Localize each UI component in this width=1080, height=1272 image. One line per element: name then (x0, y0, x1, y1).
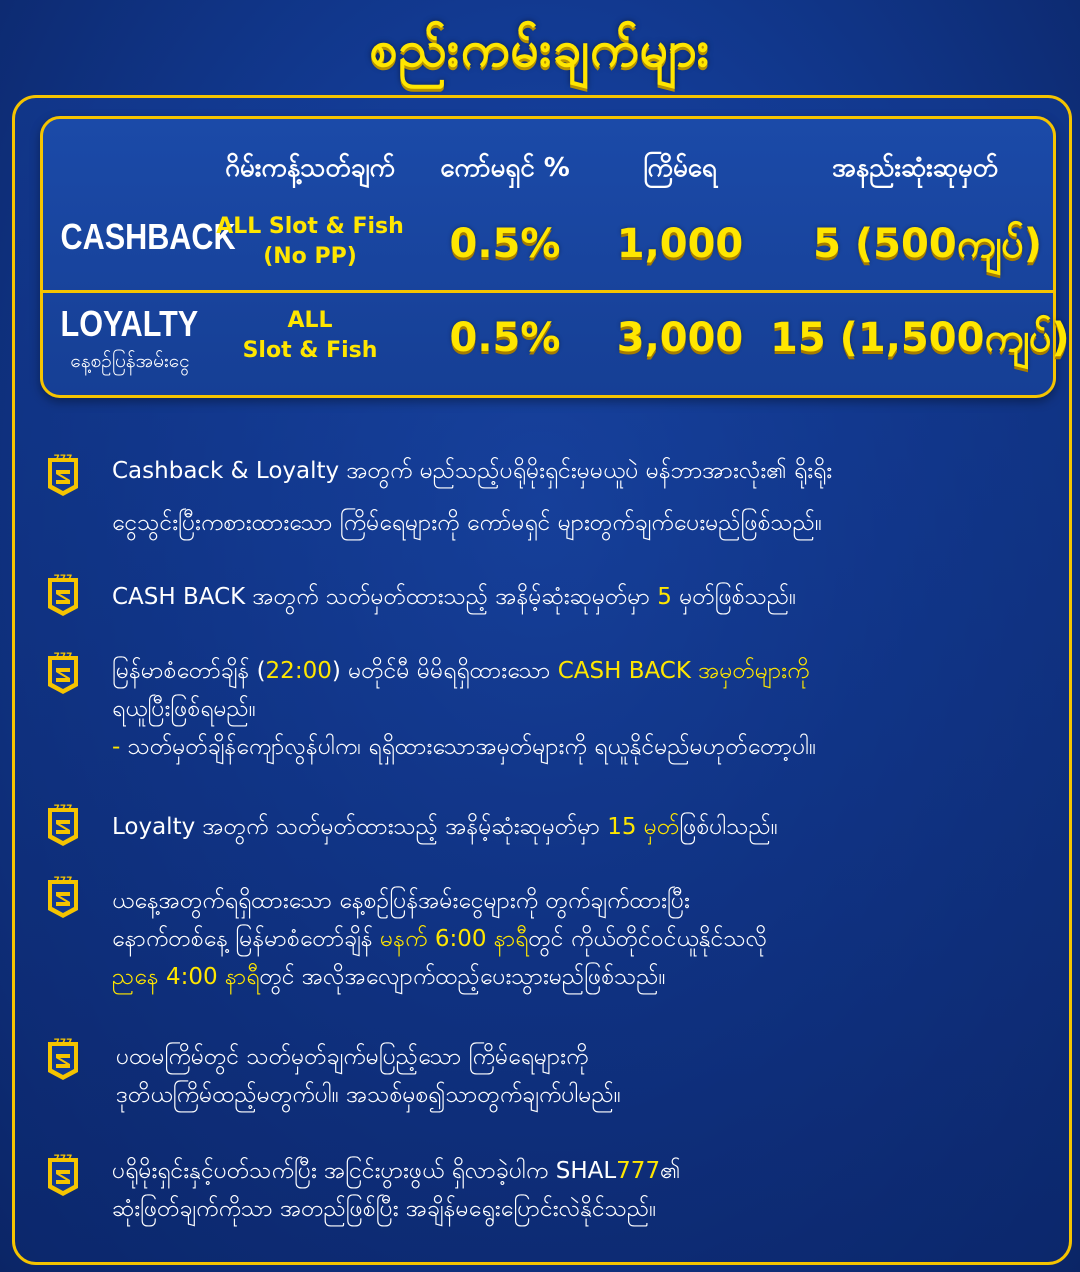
bullet-7-text-a: ပရိုမိုးရှင်းနှင့်ပတ်သက်ပြီး အငြင်းပွားဖွယ် ရှိလာခဲ့ပါက SHAL (112, 1158, 617, 1184)
bullet-2-highlight: 5 (657, 584, 672, 610)
bullet-5-evening-time: ညနေ 4:00 နာရီ (112, 964, 260, 990)
header-min-points: အနည်းဆုံးဆုမှတ် (831, 153, 999, 183)
bullet-3-text-a: မြန်မာစံတော်ချိန် ( (112, 658, 266, 684)
bullet-5-morning-time: မနက် 6:00 နာရီ (379, 926, 529, 952)
row-label-loyalty: LOYALTY (60, 303, 199, 344)
shal777-logo-icon (46, 800, 80, 848)
bullet-4-text-b: ဖြစ်ပါသည်။ (679, 814, 778, 840)
bullet-6-line2: ဒုတိယကြိမ်ထည့်မတွက်ပါ။ အသစ်မှစ၍သာတွက်ချက်ပါမည်။ (116, 1082, 621, 1108)
table-row-divider (40, 290, 1056, 293)
bullet-5-text-c: တွင် အလိုအလျောက်ထည့်ပေးသွားမည်ဖြစ်သည်။ (259, 964, 666, 990)
shal777-logo-icon (46, 450, 80, 498)
bullet-5-line3 (112, 958, 1052, 996)
row-loyalty-turnover: 3,000 (616, 315, 744, 361)
bullet-7-line1 (112, 1152, 1052, 1190)
bullet-7-text-b: ၏ (660, 1158, 681, 1184)
shal777-logo-icon (46, 1034, 80, 1082)
bullet-7-brand-number: 777 (616, 1158, 661, 1184)
bullet-7-line2: ဆုံးဖြတ်ချက်ကိုသာ အတည်ဖြစ်ပြီး အချိန်မရွေးပြောင်းလဲနိုင်သည်။ (112, 1196, 657, 1222)
bullet-3 (112, 652, 1052, 766)
bullet-3-note: သတ်မှတ်ချိန်ကျော်လွန်ပါက၊ ရရှိထားသောအမှတ်များကို ရယူနိုင်မည်မဟုတ်တော့ပါ။ (120, 734, 817, 760)
bullet-3-line2: ရယူပြီးဖြစ်ရမည်။ (112, 696, 256, 722)
bullet-5-text-a: နောက်တစ်နေ့ မြန်မာစံတော်ချိန် (112, 926, 380, 952)
bullet-6 (116, 1038, 1056, 1114)
shal777-logo-icon (46, 570, 80, 618)
bullet-7 (112, 1152, 1052, 1228)
row-loyalty-min-points: 15 (1,500ကျပ်) (770, 315, 1070, 361)
bullet-1 (112, 452, 1052, 542)
row-label-cashback: CASHBACK (60, 216, 236, 257)
page-title: စည်းကမ်းချက်များ (369, 20, 711, 78)
bullet-5-text-b: တွင် ကိုယ်တိုင်ဝင်ယူနိုင်သလို (528, 926, 768, 952)
bullet-2 (112, 578, 1052, 616)
row-cashback-turnover: 1,000 (616, 221, 744, 267)
bullet-3-highlight: CASH BACK အမှတ်များကို (557, 658, 810, 684)
bullet-3-text-b: ) မတိုင်မီ မိမိရရှိထားသော (331, 658, 558, 684)
bullet-2-text-b: မှတ်ဖြစ်သည်။ (671, 584, 797, 610)
bullet-3-dash: - (112, 734, 121, 760)
bullet-2-text-a: CASH BACK အတွက် သတ်မှတ်ထားသည့် အနိမ့်ဆုံးဆုမှတ်မှာ (112, 584, 658, 610)
bullet-4-text-a: Loyalty အတွက် သတ်မှတ်ထားသည့် အနိမ့်ဆုံးဆုမှတ်မှာ (112, 814, 608, 840)
row-loyalty-commission: 0.5% (449, 315, 561, 361)
bullet-5-line2 (112, 920, 1052, 958)
row-cashback-games-line2: (No PP) (263, 244, 357, 269)
bullet-5 (112, 882, 1052, 996)
bullet-6-line1: ပထမကြိမ်တွင် သတ်မှတ်ချက်မပြည့်သော ကြိမ်ရေများကို (116, 1044, 589, 1070)
bullet-4 (112, 808, 1052, 846)
row-cashback-games (205, 212, 415, 272)
shal777-logo-icon (46, 872, 80, 920)
row-cashback-min-points: 5 (500ကျပ်) (813, 221, 1042, 267)
row-loyalty-sublabel: နေ့စဉ်ပြန်အမ်းငွေ (70, 350, 190, 372)
bullet-3-line1 (112, 652, 1052, 690)
bullet-3-line3 (112, 728, 1052, 766)
bullet-1-line1: Cashback & Loyalty အတွက် မည်သည့်ပရိုမိုးရှင်းမှမယူပဲ မန်ဘာအားလုံး၏ ရိုးရိုး (112, 458, 833, 484)
bullet-3-time: 22:00 (265, 658, 332, 684)
header-turnover: ကြိမ်ရေ (643, 153, 717, 183)
row-cashback-games-line1: ALL Slot & Fish (216, 214, 404, 239)
bullet-1-line2: ငွေသွင်းပြီးကစားထားသော ကြိမ်ရေများကို ကော်မရှင် များတွက်ချက်ပေးမည်ဖြစ်သည်။ (112, 510, 822, 536)
bullet-4-highlight: 15 မှတ် (607, 814, 680, 840)
shal777-logo-icon (46, 648, 80, 696)
row-loyalty-games-line2: Slot & Fish (242, 338, 378, 363)
header-commission: ကော်မရှင် % (440, 153, 570, 183)
bullet-5-line1: ယနေ့အတွက်ရရှိထားသော နေ့စဉ်ပြန်အမ်းငွေများကို တွက်ချက်ထားပြီး (112, 888, 690, 914)
row-loyalty-games (205, 306, 415, 366)
row-cashback-commission: 0.5% (449, 221, 561, 267)
shal777-logo-icon (46, 1150, 80, 1198)
row-loyalty-games-line1: ALL (287, 308, 333, 333)
header-game-limit: ဂိမ်းကန့်သတ်ချက် (225, 153, 395, 183)
